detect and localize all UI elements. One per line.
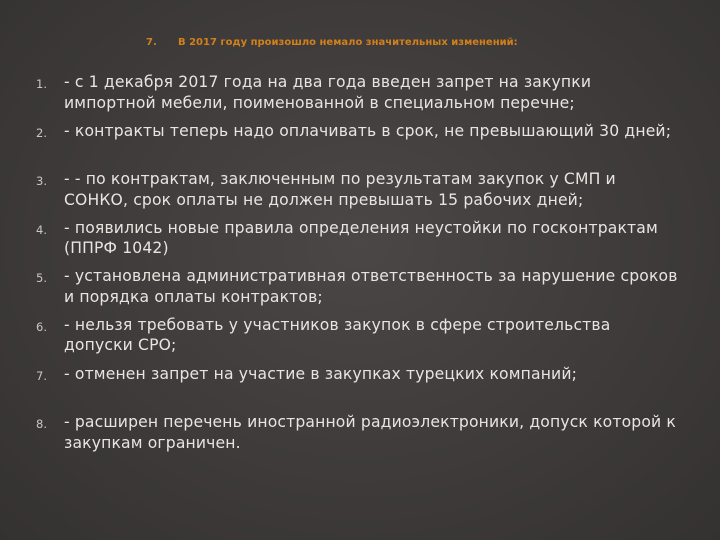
list-item: [0, 121, 720, 170]
list-item: [0, 315, 720, 364]
list-item-number: 7.: [36, 368, 47, 383]
list-item: [0, 72, 720, 121]
list-item-number: 8.: [36, 417, 47, 432]
list-item-number: 1.: [36, 77, 47, 91]
list-item-text: - с 1 декабря 2017 года на два года введен запрет на закупки импортной мебели, поименованной в специальном перечне;: [64, 73, 592, 112]
list-item-number: 4.: [36, 222, 47, 237]
list-item-number: 3.: [36, 174, 47, 189]
list-item: [0, 169, 720, 218]
list-item-number: 6.: [36, 319, 47, 334]
slide-header: [0, 36, 720, 52]
list-item: [0, 266, 720, 315]
changes-list: [0, 72, 720, 461]
list-item: [0, 412, 720, 461]
list-item-text: - расширен перечень иностранной радиоэлектроники, допуск которой к закупкам ограничен.: [64, 413, 676, 452]
list-item-number: 2.: [36, 125, 47, 140]
list-item-text: - нельзя требовать у участников закупок в сфере строительства допуски СРО;: [64, 315, 611, 355]
list-item-text: - контракты теперь надо оплачивать в срок, не превышающий 30 дней;: [64, 121, 672, 140]
list-item: [0, 218, 720, 267]
slide-title: В 2017 году произошло немало значительных изменений:: [178, 37, 518, 48]
list-item-text: - - по контрактам, заключенным по результатам закупок у СМП и СОНКО, срок оплаты не должен превышать 15 рабочих дней;: [64, 170, 616, 209]
list-item-text: - установлена административная ответственность за нарушение сроков и порядка оплаты контрактов;: [64, 267, 678, 306]
list-item-text: - появились новые правила определения неустойки по госконтрактам (ППРФ 1042): [64, 218, 658, 258]
list-item: [0, 364, 720, 413]
header-number: 7.: [146, 37, 157, 48]
list-item-number: 5.: [36, 271, 47, 286]
list-item-text: - отменен запрет на участие в закупках турецких компаний;: [64, 364, 578, 383]
